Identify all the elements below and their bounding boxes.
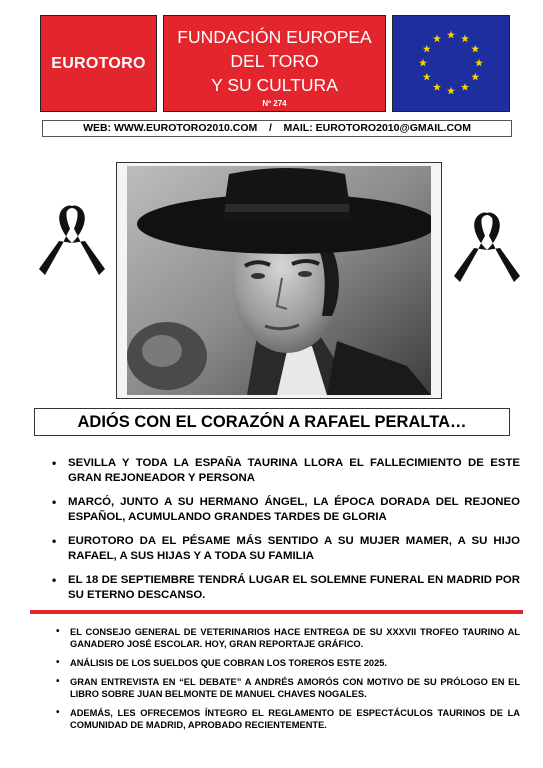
title-line-3: Y SU CULTURA xyxy=(211,75,338,95)
list-item: • EL 18 DE SEPTIEMBRE TENDRÁ LUGAR EL SOLEMNE FUNERAL EN MADRID POR SU ETERNO DESCANSO. xyxy=(50,573,520,603)
list-item: • SEVILLA Y TODA LA ESPAÑA TAURINA LLORA EL FALLECIMIENTO DE ESTE GRAN REJONEADOR Y PERSONA xyxy=(50,456,520,486)
title-line-1: FUNDACIÓN EUROPEA xyxy=(177,27,372,47)
title-line-2: DEL TORO xyxy=(230,51,319,71)
star-icon xyxy=(471,45,479,53)
star-icon xyxy=(423,73,431,81)
list-item: • ADEMÁS, LES OFRECEMOS ÍNTEGRO EL REGLAMENTO DE ESPECTÁCULOS TAURINOS DE LA COMUNIDAD DE MADRID, APROBADO RECIENTEMENTE. xyxy=(54,707,520,731)
black-mourning-ribbon-icon xyxy=(452,210,522,290)
headline-box xyxy=(34,408,510,436)
star-icon xyxy=(433,83,441,91)
headline: ADIÓS CON EL CORAZÓN A RAFAEL PERALTA… xyxy=(77,413,467,431)
issue-number: Nº 274 xyxy=(262,99,287,108)
foundation-title-box xyxy=(163,15,386,112)
portrait-photo xyxy=(116,162,442,399)
list-item: • GRAN ENTREVISTA EN “EL DEBATE” A ANDRÉS AMORÓS CON MOTIVO DE SU PRÓLOGO EN EL LIBRO SOBRE JUAN BELMONTE DE MANUEL CHAVES NOGALES. xyxy=(54,676,520,700)
list-item: • EUROTORO DA EL PÉSAME MÁS SENTIDO A SU MUJER MAMER, A SU HIJO RAFAEL, A SUS HIJAS Y A TODA SU FAMILIA xyxy=(50,534,520,564)
eurotoro-logo-box xyxy=(40,15,157,112)
contact-text: WEB: WWW.EUROTORO2010.COM / MAIL: EUROTORO2010@GMAIL.COM xyxy=(83,122,471,134)
logo-text: EUROTORO xyxy=(51,54,146,72)
contact-bar xyxy=(42,120,512,137)
star-icon xyxy=(471,73,479,81)
star-icon xyxy=(447,87,455,95)
eu-flag-icon xyxy=(392,15,510,112)
star-icon xyxy=(419,59,427,67)
black-mourning-ribbon-icon xyxy=(37,203,107,283)
star-icon xyxy=(475,59,483,67)
list-item: • EL CONSEJO GENERAL DE VETERINARIOS HACE ENTREGA DE SU XXXVII TROFEO TAURINO AL GANADERO JOSÉ ESCOLAR. HOY, GRAN REPORTAJE GRÁFICO. xyxy=(54,626,520,650)
list-item: • ANÁLISIS DE LOS SUELDOS QUE COBRAN LOS TOREROS ESTE 2025. xyxy=(54,657,520,669)
star-icon xyxy=(423,45,431,53)
black-and-white-portrait-photo xyxy=(127,166,431,395)
star-icon xyxy=(461,83,469,91)
main-points-list xyxy=(50,456,520,612)
star-icon xyxy=(447,31,455,39)
star-icon xyxy=(461,35,469,43)
list-item: • MARCÓ, JUNTO A SU HERMANO ÁNGEL, LA ÉPOCA DORADA DEL REJONEO ESPAÑOL, ACUMULANDO GRANDES TARDES DE GLORIA xyxy=(50,495,520,525)
red-divider xyxy=(30,610,523,614)
star-icon xyxy=(433,35,441,43)
news-list xyxy=(54,626,520,738)
